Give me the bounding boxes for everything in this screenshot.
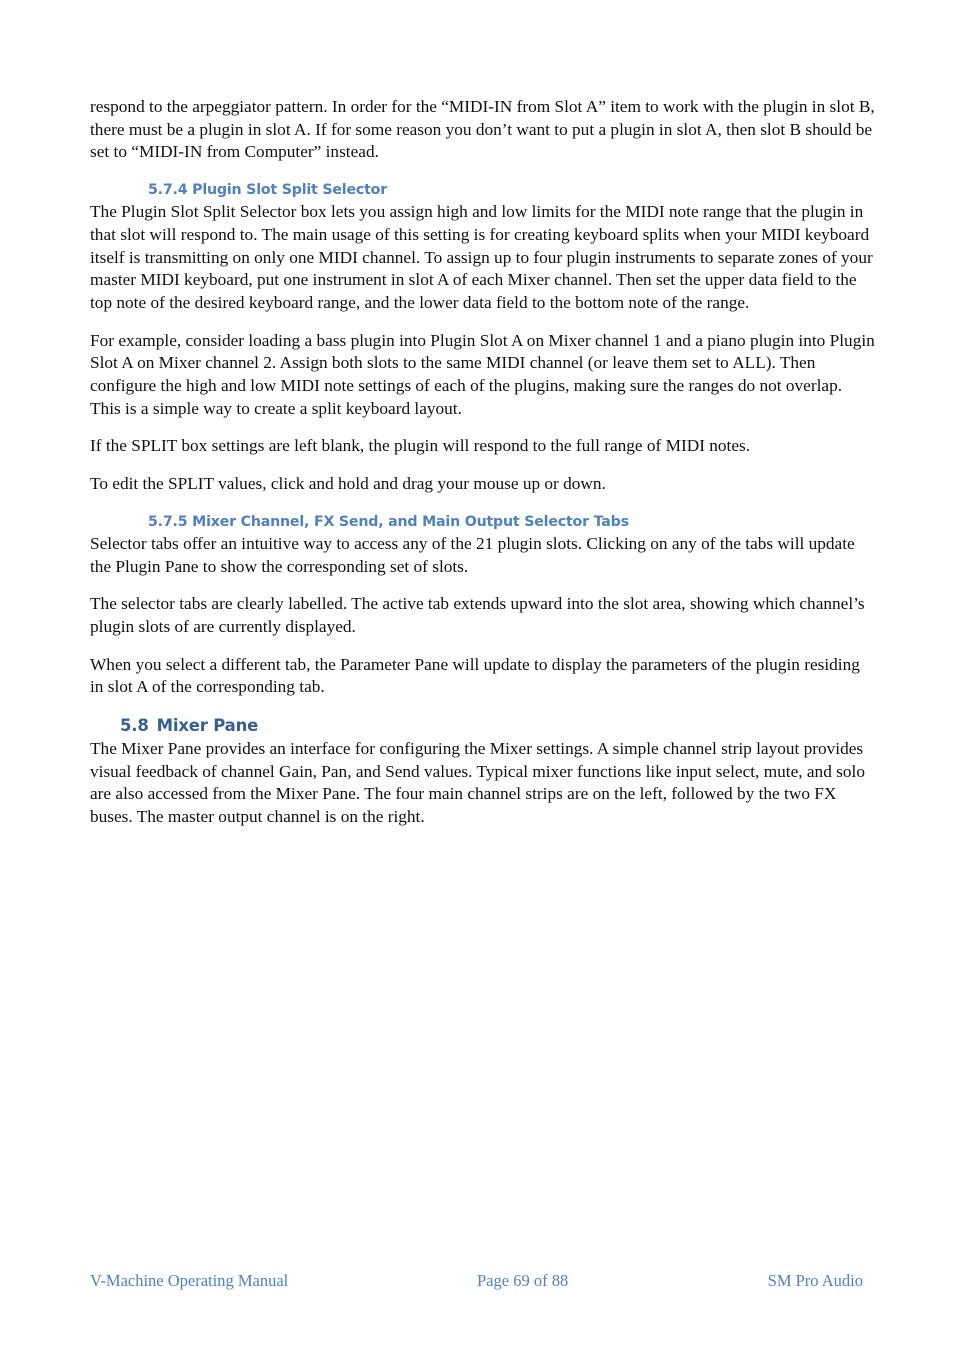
body-paragraph: When you select a different tab, the Parameter Pane will update to display the parameters of the plugin residing in slot A of the corresponding tab. <box>90 654 860 697</box>
section-number: 5.7.5 <box>148 513 188 530</box>
footer-document-title: V-Machine Operating Manual <box>90 1271 289 1290</box>
section-heading-5-7-4 <box>90 179 875 201</box>
footer-company: SM Pro Audio <box>767 1271 863 1290</box>
section-number: 5.8 <box>120 716 149 736</box>
section-title: Mixer Channel, FX Send, and Main Output Selector Tabs <box>192 513 629 530</box>
section-title: Mixer Pane <box>156 716 259 736</box>
section-number: 5.7.4 <box>148 182 188 199</box>
body-paragraph: The Plugin Slot Split Selector box lets you assign high and low limits for the MIDI note range that the plugin in that slot will respond to. The main usage of this setting is for creating keyboard splits when your MIDI keyboard itself is transmitting on only one MIDI channel. To assign up to four plugin instruments to separate zones of your master MIDI keyboard, put one instrument in slot A of each Mixer channel. Then set the upper data field to the top note of the desired keyboard range, and the lower data field to the bottom note of the range. <box>90 202 873 312</box>
section-heading-5-7-5 <box>90 511 875 533</box>
body-paragraph: The selector tabs are clearly labelled. The active tab extends upward into the slot area, showing which channel’s plugin slots of are currently displayed. <box>90 594 865 636</box>
body-paragraph: Selector tabs offer an intuitive way to access any of the 21 plugin slots. Clicking on any of the tabs will update the Plugin Pane to show the corresponding set of slots. <box>90 533 855 576</box>
section-title: Plugin Slot Split Selector <box>192 182 388 199</box>
page-content <box>90 96 875 844</box>
page-footer <box>90 1271 863 1295</box>
body-paragraph: For example, consider loading a bass plugin into Plugin Slot A on Mixer channel 1 and a piano plugin into Plugin Slot A on Mixer channel 2. Assign both slots to the same MIDI channel (or leave them set to ALL). Then configure the high and low MIDI note settings of each of the plugins, making sure the ranges do not overlap. This is a simple way to create a split keyboard layout. <box>90 330 875 418</box>
body-paragraph: If the SPLIT box settings are left blank, the plugin will respond to the full range of MIDI notes. <box>90 436 751 456</box>
section-heading-5-8 <box>90 714 875 738</box>
body-paragraph: The Mixer Pane provides an interface for configuring the Mixer settings. A simple channel strip layout provides visual feedback of channel Gain, Pan, and Send values. Typical mixer functions like input select, mute, and solo are also accessed from the Mixer Pane. The four main channel strips are on the left, followed by the two FX buses. The master output channel is on the right. <box>90 739 865 827</box>
footer-page-number: Page 69 of 88 <box>477 1271 569 1290</box>
body-paragraph: To edit the SPLIT values, click and hold and drag your mouse up or down. <box>90 474 606 494</box>
body-paragraph: respond to the arpeggiator pattern. In order for the “MIDI-IN from Slot A” item to work with the plugin in slot B, there must be a plugin in slot A. If for some reason you don’t want to put a plugin in slot A, then slot B should be set to “MIDI-IN from Computer” instead. <box>90 97 875 162</box>
